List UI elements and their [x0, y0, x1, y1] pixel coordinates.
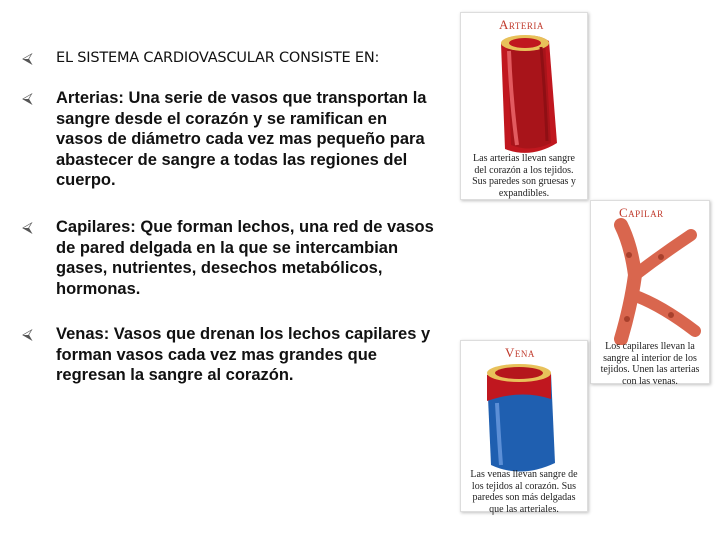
- artery-illustration: [461, 31, 587, 171]
- card-caption: Las arterias llevan sangre del corazón a los tejidos. Sus paredes son gruesas y expandibles.: [472, 153, 576, 199]
- card-title: Capilar: [619, 205, 664, 220]
- capilar-card: [590, 200, 710, 387]
- card-caption: Los capilares llevan la sangre al interior de los tejidos. Unen las arterias con las venas.: [600, 341, 700, 387]
- card-title: Vena: [505, 345, 535, 360]
- arrow-left-outline-icon: ⮘: [22, 218, 33, 236]
- vein-illustration: [461, 359, 587, 479]
- bullet-text: Venas: Vasos que drenan los lechos capilares y forman vasos cada vez mas grandes que regresan la sangre al corazón.: [56, 325, 431, 384]
- bullet-text: Arterias: Una serie de vasos que transportan la sangre desde el corazón y se ramifican en vasos de diámetro cada vez mas pequeño para abastecer de sangre a todas las regiones del cuerpo.: [56, 89, 427, 189]
- bullet-item-arterias: [22, 88, 442, 191]
- vena-card: [460, 340, 588, 515]
- bullet-text: Capilares: Que forman lechos, una red de vasos de pared delgada en la que se intercambian gases, nutrientes, desechos metabólicos, hormonas.: [56, 218, 434, 298]
- arrow-left-outline-icon: ⮘: [22, 49, 33, 67]
- bullet-item-intro: [22, 48, 442, 69]
- bullet-text: EL SISTEMA CARDIOVASCULAR CONSISTE EN:: [56, 50, 380, 66]
- arrow-left-outline-icon: ⮘: [22, 325, 33, 343]
- bullet-item-capilares: [22, 217, 442, 299]
- arrow-left-outline-icon: ⮘: [22, 89, 33, 107]
- arteria-card: [460, 12, 588, 200]
- bullet-item-venas: [22, 324, 442, 386]
- card-caption: Las venas llevan sangre de los tejidos al corazón. Sus paredes son más delgadas que las arteriales.: [470, 469, 578, 515]
- card-title: Arteria: [499, 17, 544, 32]
- capillary-illustration: [591, 215, 709, 345]
